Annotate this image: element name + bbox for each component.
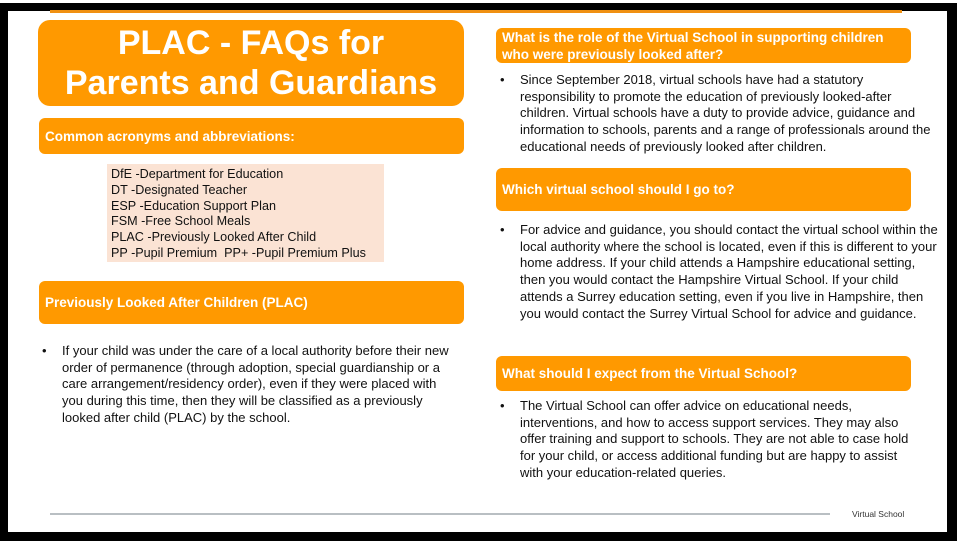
which-school-bullet xyxy=(498,222,938,322)
bullet-icon: • xyxy=(500,222,505,237)
footer-label: Virtual School xyxy=(852,509,905,519)
bullet-icon: • xyxy=(500,398,505,413)
expect-bullet xyxy=(498,398,923,482)
which-school-heading xyxy=(496,168,911,211)
acronym-item: DT -Designated Teacher xyxy=(111,182,248,197)
acronym-item: ESP -Education Support Plan xyxy=(111,198,276,213)
acronym-item: PLAC -Previously Looked After Child xyxy=(111,230,317,245)
which-school-bullet-text: For advice and guidance, you should contact the virtual school within the local authority where the school is located, even if this is different to your home address. If your child attends a Hampshire educational setting, then you would contact the Hampshire Virtual School. If your child attends a Surrey education setting, even if you live in Hampshire, then you would contact the Surrey Virtual School for advice and guidance. xyxy=(520,222,938,321)
bullet-icon: • xyxy=(500,72,505,87)
window-top-strip xyxy=(0,0,957,3)
acronyms-heading xyxy=(39,118,464,154)
role-bullet-text: Since September 2018, virtual schools have had a statutory responsibility to promote the education of previously looked-after children. Virtual schools have a duty to provide advice, guidance and information to schools, parents and a range of professionals around the educational needs of previously looked after children. xyxy=(520,72,931,154)
title-line-1: PLAC - FAQs for xyxy=(117,24,385,62)
acronym-item: PP -Pupil Premium PP+ -Pupil Premium Plus xyxy=(111,245,366,260)
page-title xyxy=(38,20,464,106)
role-bullet xyxy=(498,72,938,156)
acronyms-list xyxy=(107,164,384,262)
bullet-icon: • xyxy=(42,343,47,358)
acronym-item: DfE -Department for Education xyxy=(111,167,284,181)
plac-bullet xyxy=(40,343,450,427)
role-heading-text: What is the role of the Virtual School in supporting children who were previously looked after? xyxy=(502,30,884,62)
acronyms-heading-text: Common acronyms and abbreviations: xyxy=(45,128,295,144)
plac-bullet-text: If your child was under the care of a local authority before their new order of permanence (through adoption, special guardianship or a care arrangement/residency order), even if they were placed with you during this time, then they will be classified as a previously looked after child (PLAC) by the school. xyxy=(62,343,449,425)
expect-heading xyxy=(496,356,911,391)
which-school-heading-text: Which virtual school should I go to? xyxy=(502,182,735,197)
expect-heading-text: What should I expect from the Virtual School? xyxy=(502,366,798,381)
top-accent-line xyxy=(50,10,902,13)
acronym-item: FSM -Free School Meals xyxy=(111,214,251,229)
role-heading xyxy=(496,28,911,63)
expect-bullet-text: The Virtual School can offer advice on educational needs, interventions, and how to access support services. They may also offer training and support to schools. They are not able to case hold for your child, or access additional funding but are happy to assist with your education-related queries. xyxy=(520,398,909,480)
footer-divider xyxy=(50,513,830,515)
title-line-2: Parents and Guardians xyxy=(64,64,438,102)
plac-heading xyxy=(39,281,464,324)
plac-heading-text: Previously Looked After Children (PLAC) xyxy=(45,295,308,310)
